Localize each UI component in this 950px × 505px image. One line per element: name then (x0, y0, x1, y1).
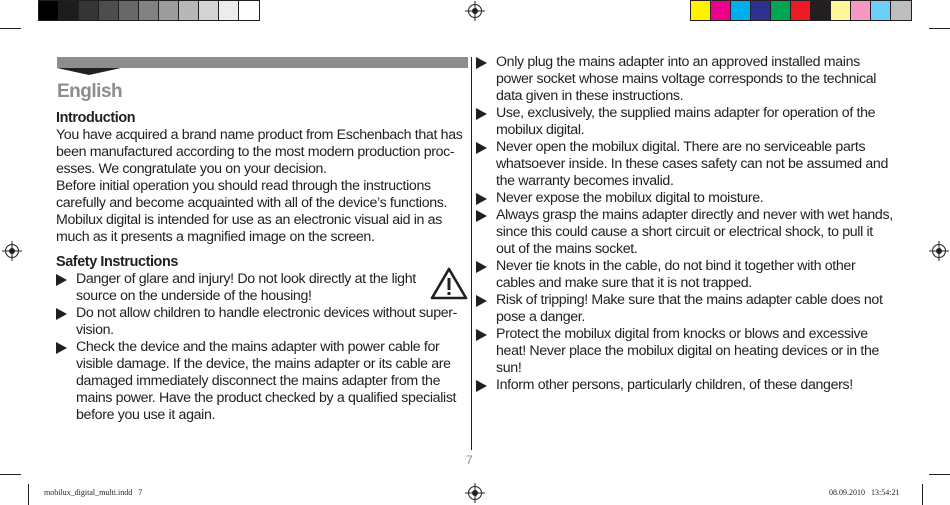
bullet-line: Inform other persons, particularly children, of these dangers! (496, 377, 853, 393)
warning-triangle-icon (430, 267, 468, 301)
bullet-line: out of the mains socket. (496, 241, 638, 257)
page-number: 7 (466, 453, 473, 467)
crop-mark-bottom-right (929, 474, 950, 475)
bullet-line: Only plug the mains adapter into an approved installed mains (496, 54, 860, 70)
bullet-line: Never expose the mobilux digital to moisture. (496, 190, 764, 206)
bullet-item (476, 377, 906, 394)
bullet-line: Check the device and the mains adapter with power cable for (76, 339, 440, 355)
swatch (851, 1, 871, 20)
language-heading: English (57, 81, 123, 102)
swatch (711, 1, 731, 20)
section-header-bar (57, 57, 468, 68)
bullet-item (56, 305, 466, 339)
bullet-line: before you use it again. (76, 407, 216, 423)
intro-line: esses. We congratulate you on your decision. (56, 161, 327, 177)
bullet-line: since this could cause a short circuit or electrical shock, to pull it (496, 224, 873, 240)
bullet-line: damaged immediately disconnect the mains adapter from the (76, 373, 441, 389)
intro-line: Mobilux digital is intended for use as an electronic visual aid in as (56, 212, 442, 228)
crop-mark-right-vertical (922, 484, 923, 505)
bullet-item (476, 139, 906, 190)
grayscale-swatch-bar (38, 0, 260, 21)
bullet-line: heat! Never place the mobilux digital on heating devices or in the (496, 343, 880, 359)
intro-line: carefully and become acquainted with all of the device’s functions. (56, 195, 448, 211)
bullet-item (476, 207, 906, 258)
bullet-item (56, 271, 466, 305)
bullet-item (476, 292, 906, 326)
column-divider (471, 57, 472, 450)
swatch (791, 1, 811, 20)
crop-mark-top-left (0, 28, 21, 29)
bullet-item (476, 54, 906, 105)
swatch (771, 1, 791, 20)
bullet-item (476, 258, 906, 292)
crop-mark-top-right (929, 28, 950, 29)
bullet-line: sun! (496, 360, 522, 376)
bullet-line: Danger of glare and injury! Do not look directly at the light (76, 271, 416, 287)
swatch (159, 1, 179, 20)
bullet-arrow-icon (56, 308, 67, 320)
bullet-line: Always grasp the mains adapter directly and never with wet hands, (496, 207, 893, 223)
swatch (751, 1, 771, 20)
bullet-item (476, 105, 906, 139)
swatch (891, 1, 911, 20)
registration-mark-icon (5, 244, 19, 258)
swatch (179, 1, 199, 20)
crop-mark-left-vertical (28, 484, 29, 505)
bullet-line: Use, exclusively, the supplied mains adapter for operation of the (496, 105, 876, 121)
footer-timestamp: 08.09.2010 13:54:21 (829, 488, 900, 497)
bullet-arrow-icon (476, 261, 487, 273)
bullet-line: vision. (76, 322, 114, 338)
intro-text (56, 127, 466, 246)
left-column (56, 110, 466, 424)
bullet-line: source on the underside of the housing! (76, 288, 312, 304)
swatch (239, 1, 259, 20)
bullet-arrow-icon (476, 108, 487, 120)
registration-mark-icon (468, 486, 482, 500)
bullet-item (56, 339, 466, 424)
bullet-line: data given in these instructions. (496, 88, 684, 104)
intro-line: much as it presents a magnified image on the screen. (56, 229, 375, 245)
bullet-arrow-icon (56, 274, 67, 286)
color-swatch-bar (690, 0, 912, 21)
swatch (99, 1, 119, 20)
bullet-item (476, 190, 906, 207)
swatch (39, 1, 59, 20)
bullet-line: Risk of tripping! Make sure that the mains adapter cable does not (496, 292, 883, 308)
intro-title: Introduction (56, 110, 136, 126)
bullet-line: pose a danger. (496, 309, 585, 325)
swatch (219, 1, 239, 20)
bullet-item (476, 326, 906, 377)
swatch (831, 1, 851, 20)
swatch (79, 1, 99, 20)
right-column (476, 54, 906, 394)
bullet-line: Never open the mobilux digital. There are no serviceable parts (496, 139, 866, 155)
swatch (871, 1, 891, 20)
bullet-line: mains power. Have the product checked by a qualified specialist (76, 390, 457, 406)
intro-line: Before initial operation you should read through the instructions (56, 178, 431, 194)
intro-line: been manufactured according to the most modern production proc- (56, 144, 455, 160)
bullet-arrow-icon (476, 142, 487, 154)
intro-line: You have acquired a brand name product from Eschenbach that has (56, 127, 463, 143)
bullet-arrow-icon (476, 210, 487, 222)
swatch (731, 1, 751, 20)
swatch (199, 1, 219, 20)
bullet-line: power socket whose mains voltage corresponds to the technical (496, 71, 877, 87)
bullet-line: mobilux digital. (496, 122, 585, 138)
registration-mark-icon (468, 4, 482, 18)
swatch (139, 1, 159, 20)
safety-title: Safety Instructions (56, 254, 178, 270)
swatch (119, 1, 139, 20)
bullet-arrow-icon (476, 380, 487, 392)
bullet-arrow-icon (476, 295, 487, 307)
section-header-tab (57, 68, 121, 75)
bullet-arrow-icon (476, 193, 487, 205)
safety-list (56, 271, 466, 424)
footer-filename: mobilux_digital_multi.indd 7 (44, 488, 143, 497)
swatch (811, 1, 831, 20)
bullet-line: Never tie knots in the cable, do not bind it together with other (496, 258, 856, 274)
bullet-line: Do not allow children to handle electronic devices without super- (76, 305, 458, 321)
bullet-arrow-icon (56, 342, 67, 354)
bullet-line: visible damage. If the device, the mains adapter or its cable are (76, 356, 451, 372)
swatch (59, 1, 79, 20)
bullet-line: whatsoever inside. In these cases safety can not be assumed and (496, 156, 888, 172)
bullet-line: Protect the mobilux digital from knocks or blows and excessive (496, 326, 868, 342)
bullet-arrow-icon (476, 329, 487, 341)
registration-mark-icon (932, 244, 946, 258)
swatch (691, 1, 711, 20)
bullet-arrow-icon (476, 57, 487, 69)
bullet-line: cables and make sure that it is not trapped. (496, 275, 752, 291)
bullet-line: the warranty becomes invalid. (496, 173, 674, 189)
crop-mark-bottom-left (0, 474, 21, 475)
